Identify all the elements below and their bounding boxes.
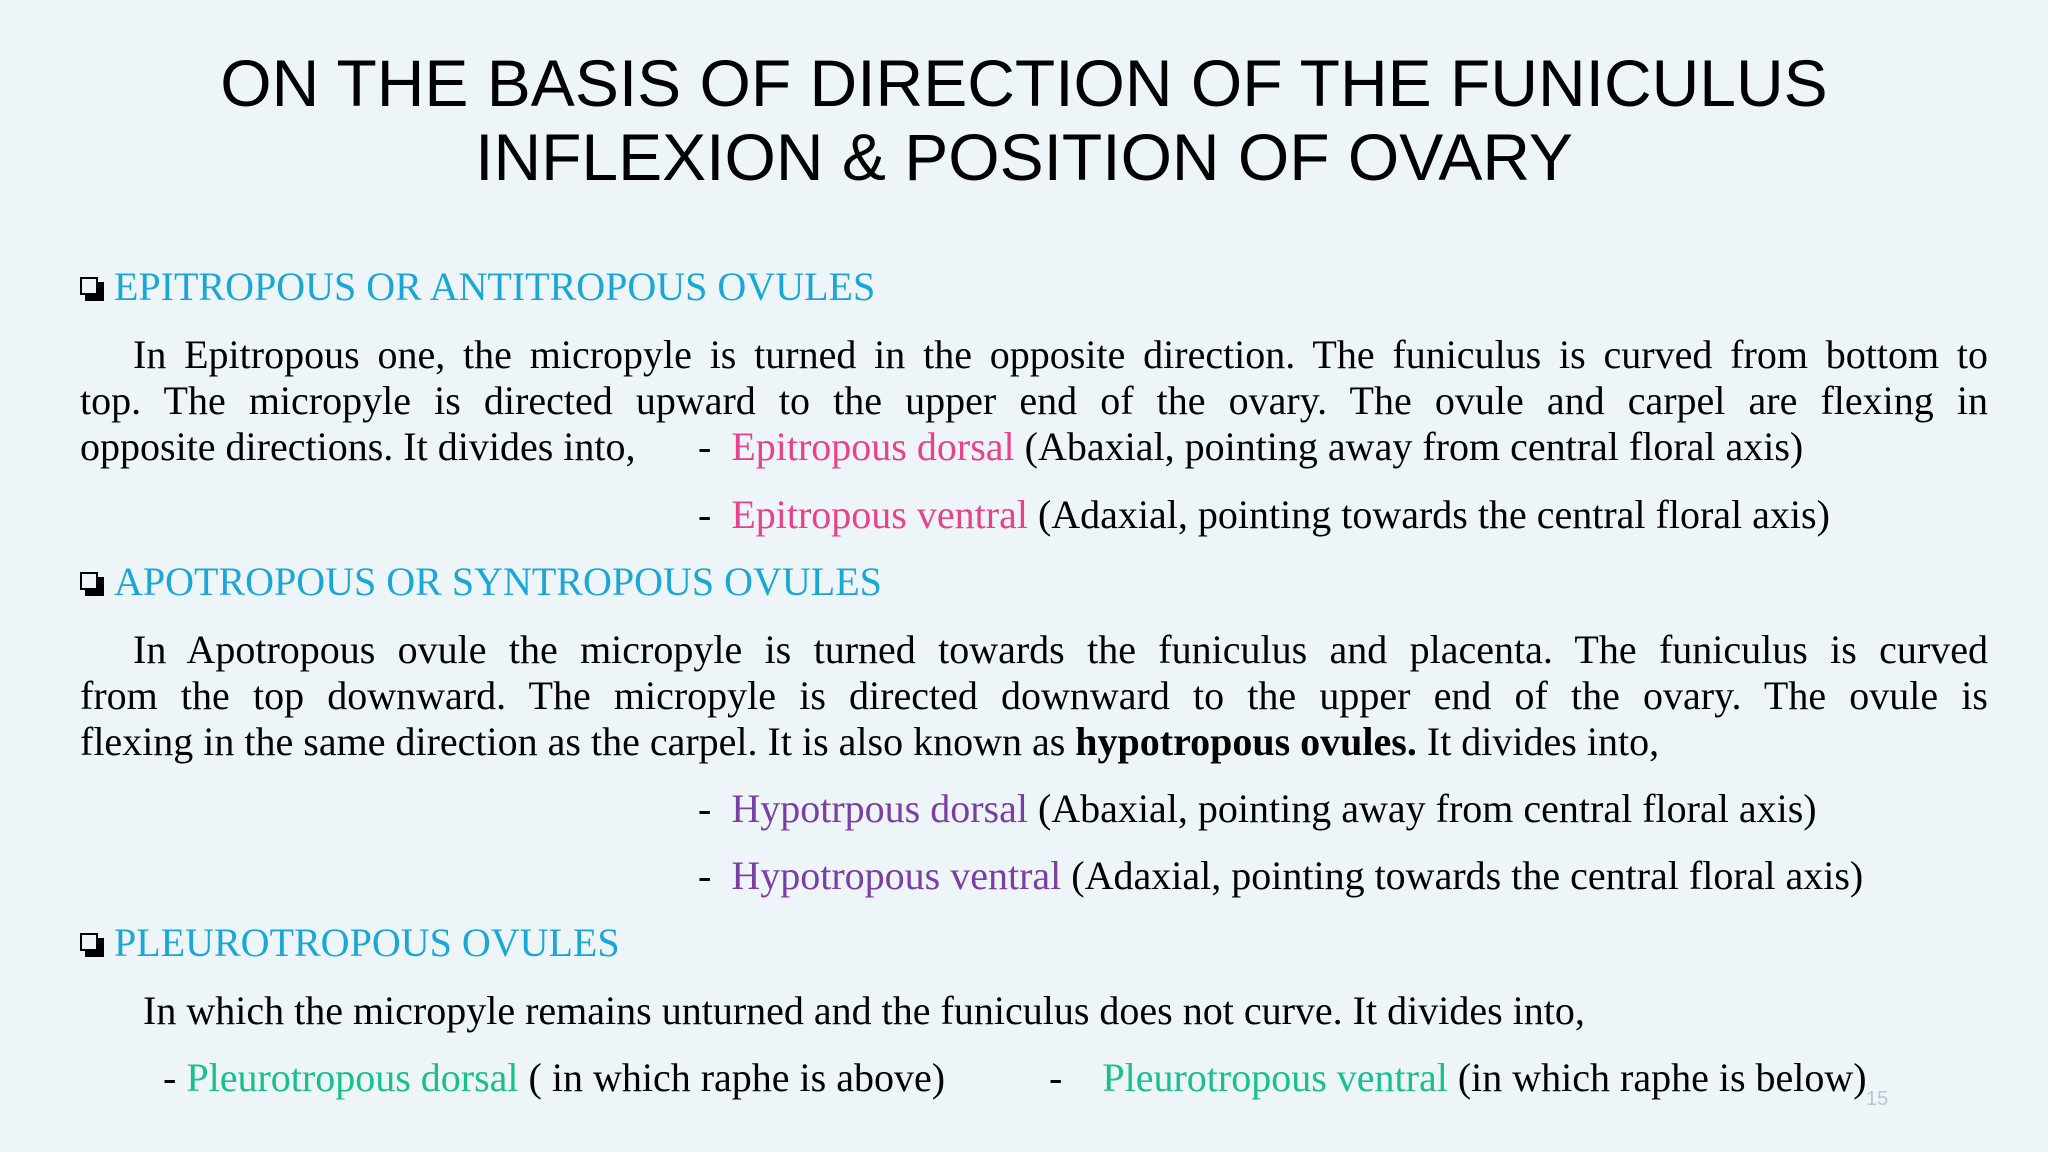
apotropous-heading-text: APOTROPOUS OR SYNTROPOUS OVULES (114, 559, 882, 604)
hypotropous-dorsal-dash: - (698, 786, 712, 831)
hypotropous-dorsal-item (698, 786, 1817, 832)
epitropous-heading-text: EPITROPOUS OR ANTITROPOUS OVULES (114, 264, 876, 309)
epitropous-ventral-item (698, 492, 1830, 538)
pleurotropous-ventral-desc: (in which raphe is below) (1457, 1055, 1867, 1100)
epitropous-line-3-text: opposite directions. It divides into, (80, 424, 636, 469)
pleurotropous-ventral-item (1049, 1055, 1867, 1101)
epitropous-line-1: In Epitropous one, the micropyle is turned in the opposite direction. The funiculus is curved from bottom to (133, 332, 1988, 377)
apotropous-line-3-end: It divides into, (1426, 719, 1660, 764)
checkbox-bullet-icon (80, 572, 104, 596)
epitropous-heading (80, 262, 875, 312)
slide-title (0, 46, 2048, 194)
hypotropous-ventral-dash: - (698, 853, 712, 898)
hypotropous-ventral-desc: (Adaxial, pointing towards the central floral axis) (1071, 853, 1864, 898)
epitropous-dorsal-item (698, 424, 1803, 470)
pleurotropous-heading-text: PLEUROTROPOUS OVULES (114, 920, 620, 965)
apotropous-heading (80, 557, 882, 607)
hypotropous-ventral-item (698, 853, 1863, 899)
apotropous-line-2: from the top downward. The micropyle is directed downward to the upper end of the ovary. The ovule is (80, 673, 1988, 718)
epitropous-ventral-dash: - (698, 492, 712, 537)
pleurotropous-dorsal-desc: ( in which raphe is above) (528, 1055, 946, 1100)
pleurotropous-dorsal-dash: - (163, 1055, 177, 1100)
pleurotropous-ventral-dash: - (1049, 1055, 1063, 1100)
slide-title-line-2: INFLEXION & POSITION OF OVARY (475, 120, 1573, 194)
pleurotropous-line-1: In which the micropyle remains unturned and the funiculus does not curve. It divides into, (143, 988, 1585, 1033)
epitropous-ventral-desc: (Adaxial, pointing towards the central floral axis) (1037, 492, 1830, 537)
apotropous-line-3 (80, 719, 1988, 765)
epitropous-line-2: top. The micropyle is directed upward to the upper end of the ovary. The ovule and carpel are flexing in (80, 378, 1988, 423)
checkbox-bullet-icon (80, 933, 104, 957)
epitropous-ventral-term: Epitropous ventral (731, 492, 1028, 537)
hypotropous-dorsal-desc: (Abaxial, pointing away from central floral axis) (1037, 786, 1817, 831)
pleurotropous-dorsal-item (163, 1055, 945, 1101)
page-number: 15 (1866, 1088, 1889, 1110)
epitropous-dorsal-term: Epitropous dorsal (731, 424, 1015, 469)
epitropous-dorsal-dash: - (698, 424, 712, 469)
hypotropous-dorsal-term: Hypotrpous dorsal (731, 786, 1028, 831)
pleurotropous-dorsal-term: Pleurotropous dorsal (186, 1055, 519, 1100)
apotropous-line-1: In Apotropous ovule the micropyle is turned towards the funiculus and placenta. The funiculus is curved (133, 627, 1988, 672)
slide-title-line-1: ON THE BASIS OF DIRECTION OF THE FUNICULUS (220, 46, 1828, 120)
pleurotropous-ventral-term: Pleurotropous ventral (1102, 1055, 1448, 1100)
pleurotropous-heading (80, 918, 620, 968)
apotropous-line-3-text: flexing in the same direction as the carpel. It is also known as (80, 719, 1066, 764)
hypotropous-ventral-term: Hypotropous ventral (731, 853, 1062, 898)
epitropous-dorsal-desc: (Abaxial, pointing away from central floral axis) (1024, 424, 1804, 469)
apotropous-paragraph (80, 627, 1988, 765)
hypotropous-bold-term: hypotropous ovules. (1075, 719, 1417, 764)
checkbox-bullet-icon (80, 277, 104, 301)
